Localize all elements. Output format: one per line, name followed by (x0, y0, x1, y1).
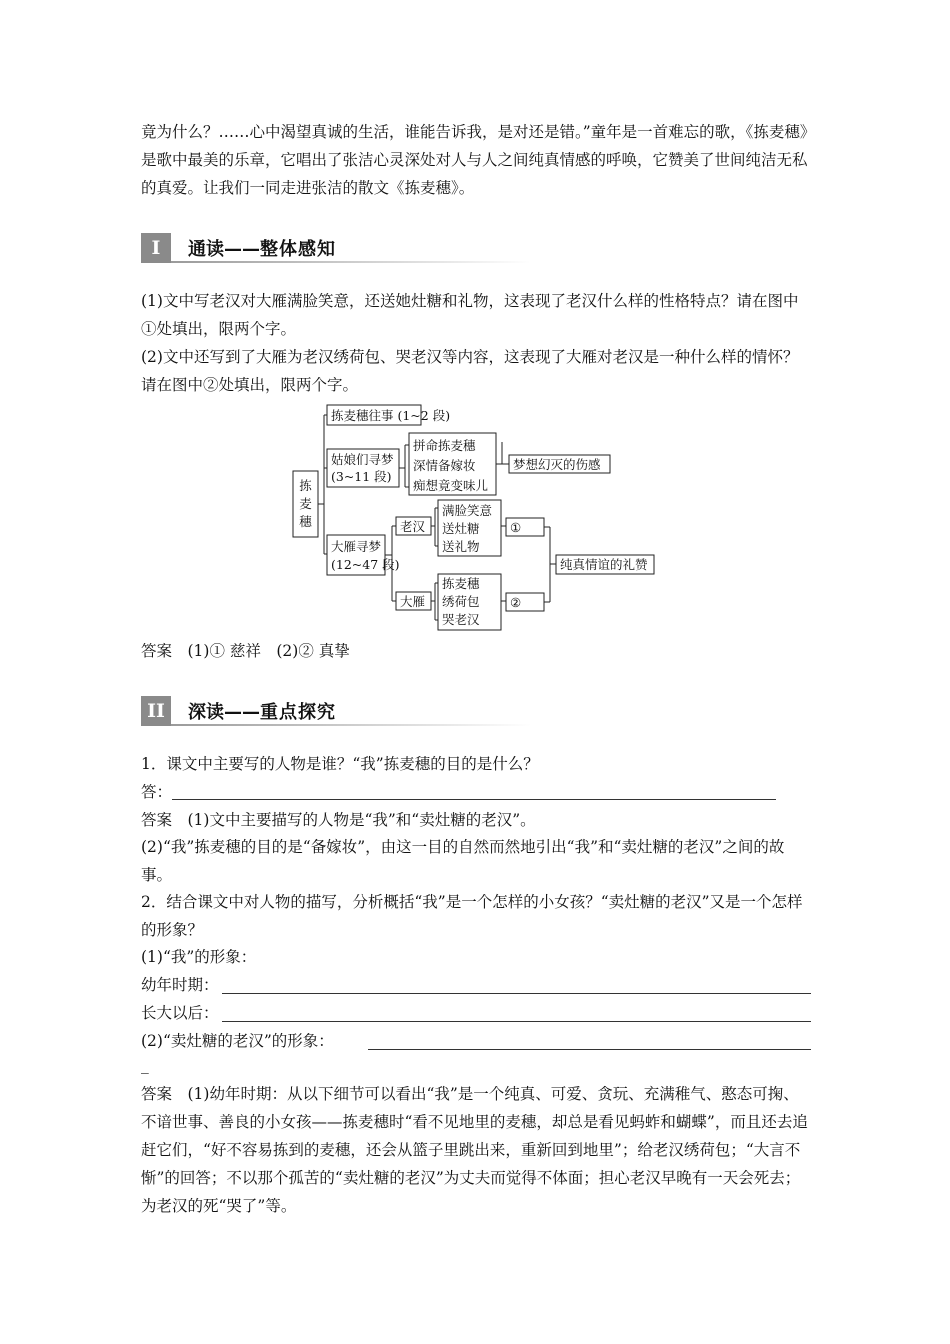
diagram-laohan-item: 送灶糖 (442, 521, 480, 536)
diagram-label-dayan: 大雁 (400, 594, 426, 609)
diagram-laohan-item: 送礼物 (442, 539, 480, 554)
question-2-1: 1．课文中主要写的人物是谁？“我”拣麦穗的目的是什么？ (141, 755, 539, 773)
answer-blank-line[interactable] (172, 799, 776, 800)
answer-1-2: (2)“我”拣麦穗的目的是“备嫁妆”，由这一目的自然而然地引出“我”和“卖灶糖的老汉”之间的故事。 (141, 838, 785, 884)
answer-2: 答案 (1)幼年时期：从以下细节可以看出“我”是一个纯真、可爱、贪玩、充满稚气、憨态可掬、不谙世事、善良的小女孩——拣麦穗时“看不见地里的麦穗，却总是看见蚂蚱和蝴蝶”，而且还去追赶它们，“好不容易拣到的麦穗，还会从篮子里跳出来，重新回到地里”；给老汉绣荷包；“大言不惭”的回答；不以那个孤苦的“卖灶糖的老汉”为丈夫而觉得不体面；担心老汉早晚有一天会死去；为老汉的死“哭了”等。 (141, 1085, 808, 1215)
diagram-dayan-item: 绣荷包 (442, 594, 480, 609)
section-title-dash: —— (224, 702, 260, 723)
section-header-rule (171, 261, 531, 263)
section-title-main: 深读 (188, 702, 224, 723)
section-header-rule (171, 724, 531, 726)
question-2-2-part1: (1)“我”的形象： (141, 948, 257, 966)
diagram-label-girls-range: (3~11 段) (331, 469, 392, 484)
diagram-root-char-3: 穗 (299, 514, 312, 529)
diagram-girls-item: 拼命拣麦穗 (413, 438, 476, 453)
question-1-1: (1)文中写老汉对大雁满脸笑意，还送她灶糖和礼物，这表现了老汉什么样的性格特点？请在图中①处填出，限两个字。 (141, 292, 799, 338)
section-title-main: 通读 (188, 239, 224, 260)
question-2-2: 2．结合课文中对人物的描写，分析概括“我”是一个怎样的小女孩？“卖灶糖的老汉”又是一个怎样的形象？ (141, 893, 803, 939)
section-number-badge: II (141, 696, 171, 726)
section-number-badge: I (141, 233, 171, 263)
childhood-blank-line[interactable] (222, 993, 811, 994)
intro-paragraph: 竟为什么？……心中渴望真诚的生活，谁能告诉我，是对还是错。”童年是一首难忘的歌，《拣麦穗》是歌中最美的乐章，它唱出了张洁心灵深处对人与人之间纯真情感的呼唤，它赞美了世间纯洁无私的真爱。让我们一同走进张洁的散文《拣麦穗》。 (141, 123, 808, 197)
diagram-dayan-item: 拣麦穗 (442, 576, 480, 591)
answer-1-1: 答案 (1)文中主要描写的人物是“我”和“卖灶糖的老汉”。 (141, 811, 536, 829)
diagram-label-dayan-range: (12~47 段) (331, 557, 400, 572)
diagram-dayan-item: 哭老汉 (442, 612, 480, 627)
section1-answer: 答案 (1)① 慈祥 (2)② 真挚 (141, 642, 350, 660)
section-title (188, 698, 336, 724)
diagram-label-laohan: 老汉 (400, 519, 426, 534)
diagram-girls-item: 痴想竟变味儿 (413, 478, 489, 493)
diagram-label-disillusion: 梦想幻灭的伤感 (513, 457, 601, 472)
diagram-label-girls-dream: 姑娘们寻梦 (331, 452, 394, 467)
question-2-2-part2: (2)“卖灶糖的老汉”的形象： (141, 1032, 334, 1050)
section-title-dash: —— (224, 239, 260, 260)
structure-diagram (280, 398, 670, 636)
answer-label: 答： (141, 783, 173, 801)
section-title (188, 235, 336, 261)
section-header-deep-reading (141, 696, 521, 726)
diagram-blank-1: ① (510, 520, 522, 535)
diagram-root-char-1: 拣 (299, 478, 312, 493)
diagram-laohan-item: 满脸笑意 (442, 503, 493, 518)
diagram-label-final: 纯真情谊的礼赞 (560, 557, 648, 572)
diagram-blank-2: ② (510, 595, 522, 610)
adulthood-blank-line[interactable] (222, 1021, 811, 1022)
section-header-reading (141, 233, 521, 263)
diagram-label-dayan-dream: 大雁寻梦 (331, 539, 382, 554)
laohan-image-blank-line[interactable] (368, 1049, 811, 1050)
trailing-underscore: _ (141, 1056, 149, 1074)
section-subtitle: 整体感知 (260, 239, 336, 260)
label-childhood: 幼年时期： (141, 976, 219, 994)
diagram-root-char-2: 麦 (299, 496, 312, 511)
question-1-2: (2)文中还写到了大雁为老汉绣荷包、哭老汉等内容，这表现了大雁对老汉是一种什么样的情怀？请在图中②处填出，限两个字。 (141, 348, 799, 394)
label-adulthood: 长大以后： (141, 1004, 219, 1022)
section-subtitle: 重点探究 (260, 702, 336, 723)
diagram-label-past: 拣麦穗往事 (1~2 段) (331, 408, 451, 423)
diagram-girls-item: 深情备嫁妆 (413, 458, 476, 473)
